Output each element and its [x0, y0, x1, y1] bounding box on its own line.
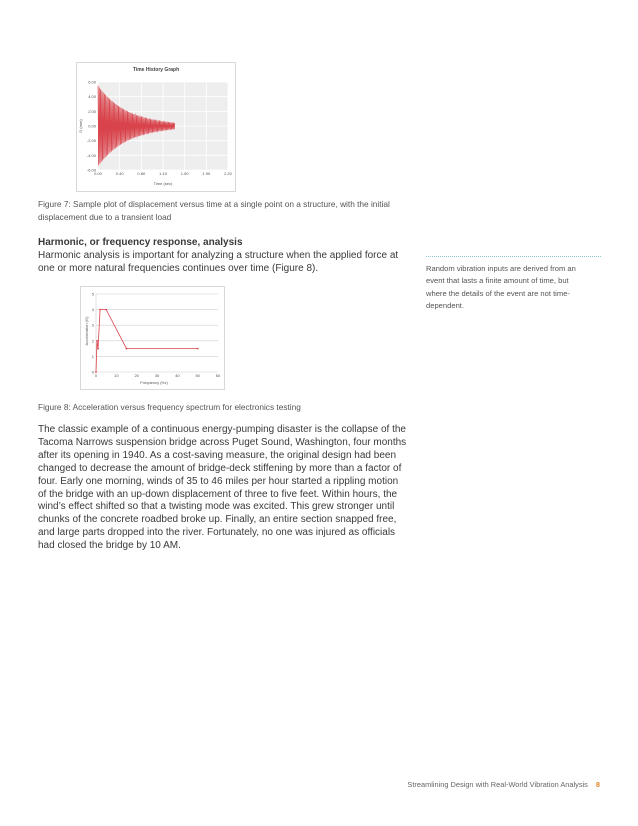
x-tick-label: 2.20: [224, 171, 232, 176]
paragraph-line: after its opening in 1940. As a cost-saving measure, the original design had been: [38, 449, 397, 461]
y-tick-label: 0.00: [88, 123, 96, 129]
data-point: [96, 340, 98, 342]
x-tick-label: 0.80: [137, 171, 146, 176]
x-tick-label: 0: [94, 373, 98, 378]
page-number: 8: [595, 780, 600, 789]
intro-line: Harmonic analysis is important for analyzing a structure when the applied force at: [38, 250, 399, 261]
figure-8-chart: [80, 286, 225, 390]
sidebar-note-line: where the details of the event are not time-: [426, 288, 570, 298]
x-tick-label: 0.40: [115, 171, 124, 176]
data-point: [197, 348, 199, 350]
y-tick-label: 2.00: [88, 108, 96, 114]
paragraph-line: changed to decrease the amount of bridge-deck stiffening by more than a factor of: [38, 462, 402, 474]
paragraph-line: The classic example of a continuous energy-pumping disaster is the collapse of the: [38, 424, 406, 435]
y-tick-label: 6.00: [88, 79, 96, 85]
section-intro: [38, 250, 398, 276]
x-tick-label: 1.50: [180, 171, 189, 176]
paragraph-line: chunks of the concrete roadbed broke up. Finally, an entire section snapped free,: [38, 514, 397, 526]
x-tick-label: 1.10: [159, 171, 167, 176]
data-point: [126, 348, 128, 350]
paragraph-line: and large parts dropped into the river. Fortunately, no one was injured as officials: [38, 527, 396, 539]
data-point: [99, 309, 101, 311]
figure-7-caption: Figure 7: Sample plot of displacement versus time at a single point on a structure, with the initial displacement due to a transient load: [38, 199, 390, 222]
paragraph-line: had closed the bridge by 10 AM.: [38, 540, 181, 552]
sidebar-note-line: event that lasts a finite amount of time, but: [426, 276, 569, 286]
figure-8-frame: [81, 287, 225, 390]
paragraph-line: Tacoma Narrows suspension bridge across Puget Sound, Washington, four months: [38, 436, 407, 448]
body-paragraph: [38, 424, 406, 553]
x-tick-label: 20: [134, 373, 139, 378]
sidebar-note: [426, 263, 596, 312]
intro-line: one or more natural frequencies continues over time (Figure 8).: [38, 262, 319, 274]
y-tick-label: 2: [91, 338, 94, 344]
data-point: [97, 348, 99, 350]
x-tick-label: 10: [114, 373, 119, 378]
y-tick-label: 4: [91, 307, 94, 313]
y-tick-label: 1: [91, 353, 94, 359]
page-footer: [407, 780, 600, 789]
y-tick-label: 0: [91, 369, 94, 375]
y-tick-label: 4.00: [88, 94, 96, 100]
sidebar-note-line: dependent.: [426, 300, 465, 310]
paragraph-line: wind’s effect shifted so that a twisting mode was excited. This grew stronger until: [38, 501, 395, 513]
sidebar-note-line: Random vibration inputs are derived from an: [426, 264, 576, 273]
x-axis-label: Time (sec): [153, 181, 173, 186]
data-point: [95, 371, 97, 373]
x-tick-label: 50: [195, 373, 200, 378]
y-tick-label: -4.00: [86, 152, 96, 158]
x-tick-label: 30: [154, 373, 160, 378]
chart-title: Time History Graph: [132, 67, 180, 73]
y-tick-label: 5: [91, 291, 94, 297]
x-tick-label: 0.00: [94, 171, 102, 176]
x-tick-label: 1.90: [202, 171, 211, 176]
paragraph-line: of the bridge with an up-down displacement of three to five feet. Within hours, the: [38, 488, 398, 500]
section-heading: Harmonic, or frequency response, analysis: [38, 237, 243, 248]
data-point: [105, 309, 107, 311]
y-tick-label: -2.00: [86, 138, 96, 144]
x-tick-label: 40: [175, 373, 180, 378]
figure-8-caption: Figure 8: Acceleration versus frequency spectrum for electronics testing: [38, 402, 301, 412]
x-axis-label: Frequency (Hz): [140, 380, 168, 385]
y-tick-label: 3: [91, 322, 94, 328]
y-axis-label: D (mm): [78, 119, 83, 133]
footer-title: Streamlining Design with Real-World Vibration Analysis: [407, 780, 588, 789]
y-tick-label: -6.00: [86, 167, 96, 173]
paragraph-line: four. Early one morning, winds of 35 to 46 miles per hour started a rippling motion: [38, 475, 399, 487]
y-axis-label: Acceleration (G): [84, 316, 89, 346]
x-tick-label: 60: [215, 373, 221, 378]
sidebar-divider: [426, 256, 601, 257]
figure-7-chart: [76, 62, 236, 192]
